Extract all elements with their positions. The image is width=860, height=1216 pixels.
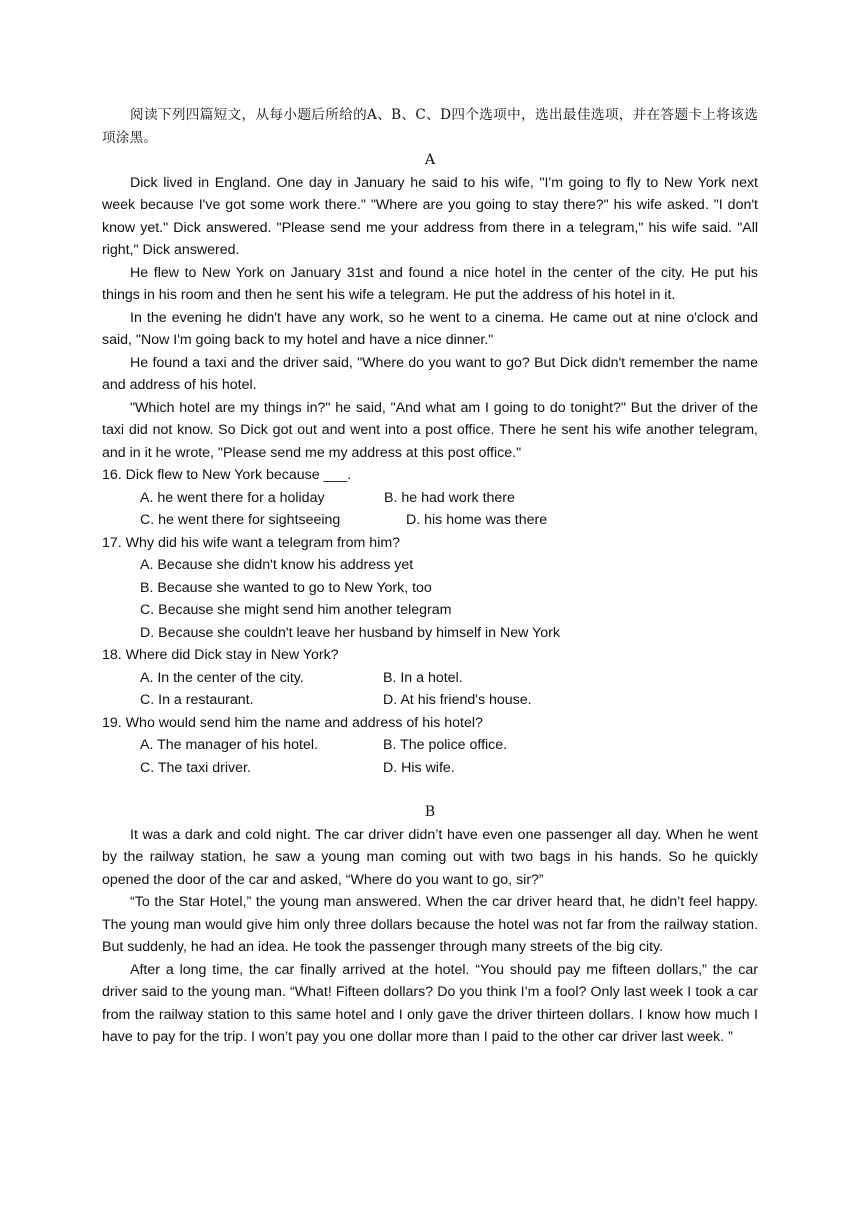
question-stem: 17. Why did his wife want a telegram from him? [102, 534, 401, 551]
option-b: B. he had work there [384, 489, 515, 506]
option-c: C. he went there for sightseeing [140, 512, 341, 528]
option-row [102, 734, 758, 757]
passage-a-heading: A [424, 152, 436, 168]
option-d: D. Because she couldn't leave her husband by himself in New York [140, 624, 560, 641]
passage-b-heading: B [424, 804, 436, 820]
option-d: D. At his friend's house. [383, 692, 532, 708]
passage-a-paragraph: Dick lived in England. One day in January he said to his wife, "I'm going to fly to New York next week because I've got some work there." "Where are you going to stay there?" his wife asked. "I don't know yet." Dick answered. "Please send me your address from there in a telegram," his wife said. "All right," Dick answered. [102, 174, 758, 258]
option-a: A. Because she didn't know his address yet [140, 557, 414, 573]
question-stem: 19. Who would send him the name and address of his hotel? [102, 714, 483, 731]
passage-b-paragraph: “To the Star Hotel,” the young man answered. When the car driver heard that, he didn’t feel happy. The young man would give him only three dollars because the hotel was not far from the railway station. But suddenly, he had an idea. He took the passenger through many streets of the big city. [102, 894, 758, 955]
question-stem: 18. Where did Dick stay in New York? [102, 647, 339, 663]
section-spacer [102, 779, 758, 801]
instructions: 阅读下列四篇短文，从每小题后所给的A、B、C、D四个选项中，选出最佳选项，并在答题卡上将该选项涂黑。 [102, 107, 758, 146]
option-b: B. The police office. [383, 737, 508, 753]
question-stem: 16. Dick flew to New York because ___. [102, 467, 352, 483]
passage-a-paragraph: He flew to New York on January 31st and found a nice hotel in the center of the city. He put his things in his room and then he sent his wife a telegram. He put the address of his hotel in it. [102, 264, 758, 303]
option-a: A. he went there for a holiday [140, 489, 325, 506]
option-d: D. His wife. [383, 759, 455, 776]
option-c: C. Because she might send him another telegram [140, 602, 452, 618]
option-b: B. In a hotel. [383, 669, 463, 686]
option-a: A. In the center of the city. [140, 669, 304, 686]
passage-a-paragraph: "Which hotel are my things in?" he said, "And what am I going to do tonight?" But the driver of the taxi did not know. So Dick got out and went into a post office. There he sent his wife another telegram, and in it he wrote, "Please send me my address at this post office." [102, 399, 758, 461]
option-b: B. Because she wanted to go to New York, too [140, 579, 432, 596]
document-page [102, 104, 758, 1049]
option-row [102, 689, 758, 712]
option-row [102, 757, 758, 780]
option-row [102, 667, 758, 690]
option-row [102, 509, 758, 532]
option-c: C. The taxi driver. [140, 759, 251, 776]
passage-a-paragraph: He found a taxi and the driver said, "Where do you want to go? But Dick didn't remember the name and address of his hotel. [102, 354, 758, 393]
option-row [102, 487, 758, 510]
passage-b-paragraph: After a long time, the car finally arrived at the hotel. “You should pay me fifteen dollars,” the car driver said to the young man. “What! Fifteen dollars? Do you think I’m a fool? Only last week I took a car from the railway station to this same hotel and I only gave the driver thirteen dollars. I know how much I have to pay for the trip. I won’t pay you one dollar more than I paid to the other car driver last week. ” [102, 961, 758, 1045]
option-c: C. In a restaurant. [140, 692, 254, 708]
passage-a-paragraph: In the evening he didn't have any work, so he went to a cinema. He came out at nine o'clock and said, "Now I'm going back to my hotel and have a nice dinner." [102, 309, 758, 348]
option-d: D. his home was there [406, 512, 548, 528]
passage-b-paragraph: It was a dark and cold night. The car driver didn’t have even one passenger all day. When he went by the railway station, he saw a young man coming out with two bags in his hands. So he quickly opened the door of the car and asked, “Where do you want to go, sir?” [102, 826, 758, 888]
option-a: A. The manager of his hotel. [140, 737, 318, 753]
